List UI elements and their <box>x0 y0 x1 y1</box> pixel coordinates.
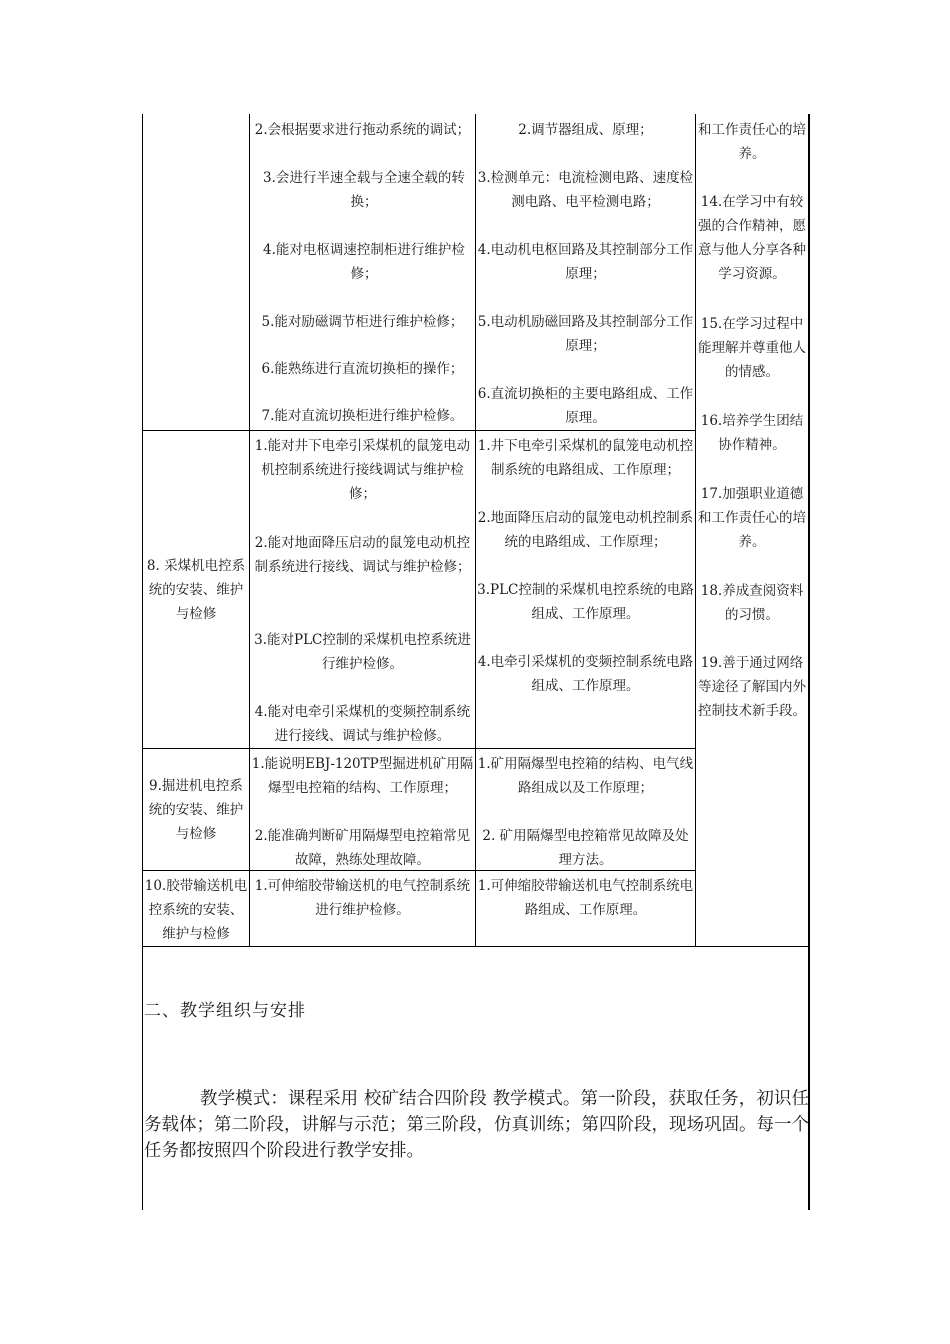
section-heading: 二、教学组织与安排 <box>144 1001 306 1021</box>
skill-item: 1.能对井下电牵引采煤机的鼠笼电动机控制系统进行接线调试与维护检修； <box>254 438 471 502</box>
table-right-border <box>808 114 810 1210</box>
quality-item: 18.养成查阅资料的习惯。 <box>700 583 804 623</box>
table-bottom-border <box>142 946 808 947</box>
skill-item: 4.能对电枢调速控制柜进行维护检修； <box>263 242 465 282</box>
skill-item: 3.能对PLC控制的采煤机电控系统进行维护检修。 <box>254 632 471 672</box>
knowledge-item: 3.检测单元：电流检测电路、速度检测电路、电平检测电路； <box>477 170 694 210</box>
row-divider-1 <box>142 430 696 431</box>
quality-item: 14.在学习中有较强的合作精神，愿意与他人分享各种学习资源。 <box>698 194 806 282</box>
module-name: 8. 采煤机电控系统的安装、维护与检修 <box>146 558 246 622</box>
skill-item: 6.能熟练进行直流切换柜的操作； <box>261 361 464 377</box>
quality-item: 16.培养学生团结协作精神。 <box>700 413 804 453</box>
knowledge-item: 1.矿用隔爆型电控箱的结构、电气线路组成以及工作原理； <box>477 756 694 796</box>
knowledge-item: 2.调节器组成、原理； <box>518 122 653 138</box>
knowledge-item: 1.可伸缩胶带输送机电气控制系统电路组成、工作原理。 <box>477 878 694 918</box>
skill-item: 1.能说明EBJ-120TP型掘进机矿用隔爆型电控箱的结构、工作原理； <box>251 756 474 796</box>
knowledge-item: 1.井下电牵引采煤机的鼠笼电动机控制系统的电路组成、工作原理； <box>477 438 694 478</box>
knowledge-item: 4.电牵引采煤机的变频控制系统电路组成、工作原理。 <box>477 654 694 694</box>
skill-item: 2.会根据要求进行拖动系统的调试； <box>254 122 471 138</box>
skill-item: 2.能准确判断矿用隔爆型电控箱常见故障，熟练处理故障。 <box>254 828 471 868</box>
skill-item: 2.能对地面降压启动的鼠笼电动机控制系统进行接线、调试与维护检修； <box>254 535 471 575</box>
knowledge-item: 4.电动机电枢回路及其控制部分工作原理； <box>477 242 694 282</box>
skill-item: 4.能对电牵引采煤机的变频控制系统进行接线、调试与维护检修。 <box>254 704 471 744</box>
skill-item: 1.可伸缩胶带输送机的电气控制系统进行维护检修。 <box>254 878 471 918</box>
column-divider-3 <box>695 114 696 947</box>
module-name: 9.掘进机电控系统的安装、维护与检修 <box>148 778 244 842</box>
knowledge-item: 6.直流切换柜的主要电路组成、工作原理。 <box>477 386 694 426</box>
body-paragraph <box>144 1086 809 1164</box>
table-left-border <box>142 114 143 1210</box>
quality-item: 19.善于通过网络等途径了解国内外控制技术新手段。 <box>698 655 806 719</box>
paragraph-text: 教学模式：课程采用 校矿结合四阶段 教学模式。第一阶段，获取任务，初识任务载体；第二阶段，讲解与示范；第三阶段，仿真训练；第四阶段，现场巩固。每一个任务都按照四个阶段进行教学安排。 <box>144 1089 809 1161</box>
column-divider-1 <box>249 114 250 947</box>
knowledge-item: 2.地面降压启动的鼠笼电动机控制系统的电路组成、工作原理； <box>477 510 694 550</box>
skill-item: 5.能对励磁调节柜进行维护检修； <box>261 314 464 330</box>
row-divider-2 <box>142 748 696 749</box>
knowledge-item: 5.电动机励磁回路及其控制部分工作原理； <box>477 314 694 354</box>
knowledge-item: 2. 矿用隔爆型电控箱常见故障及处理方法。 <box>482 828 689 868</box>
column-divider-2 <box>475 114 476 947</box>
module-name: 10.胶带输送机电控系统的安装、维护与检修 <box>144 878 248 942</box>
knowledge-item: 3.PLC控制的采煤机电控系统的电路组成、工作原理。 <box>477 582 694 622</box>
quality-item: 和工作责任心的培养。 <box>698 122 806 162</box>
quality-item: 17.加强职业道德和工作责任心的培养。 <box>698 486 806 550</box>
skill-item: 3.会进行半速全载与全速全载的转换； <box>263 170 465 210</box>
skill-item: 7.能对直流切换柜进行维护检修。 <box>261 408 464 424</box>
quality-item: 15.在学习过程中能理解并尊重他人的情感。 <box>698 316 806 380</box>
